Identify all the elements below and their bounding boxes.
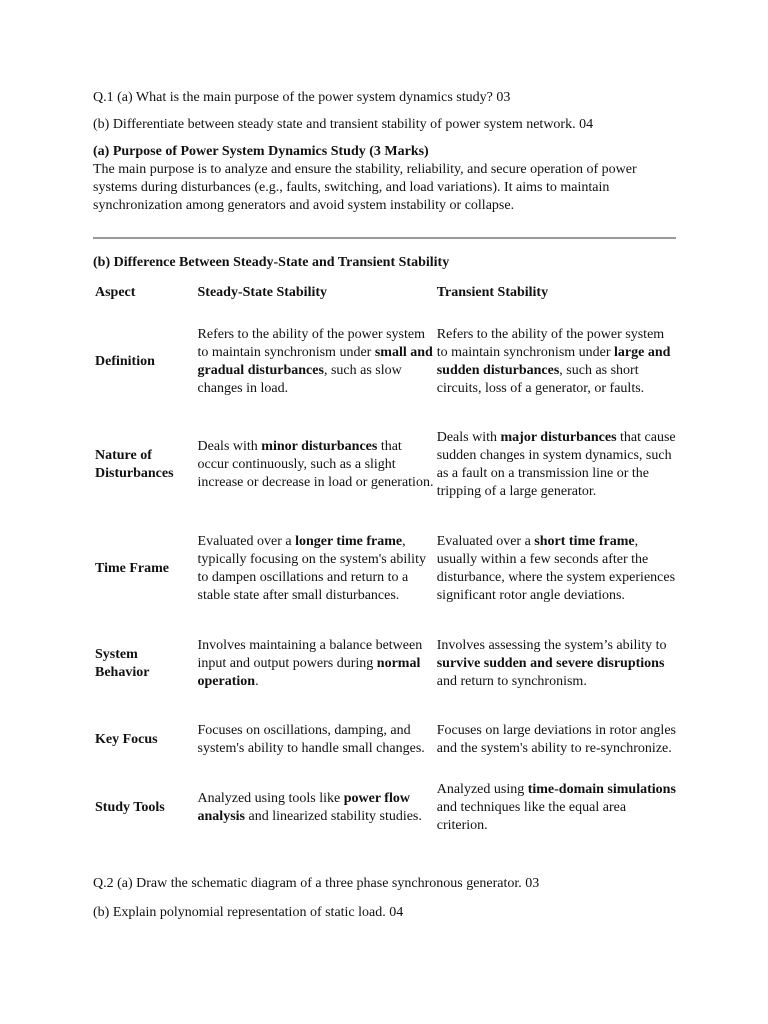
answer-b-heading: (b) Difference Between Steady-State and Transient Stability (93, 255, 450, 270)
question-1a: Q.1 (a) What is the main purpose of the power system dynamics study? 03 (93, 90, 511, 105)
transient-cell: Refers to the ability of the power system to maintain synchronism under large and sudden disturbances, such as short circuits, loss of a generator, or faults. (436, 326, 671, 396)
aspect-cell: System Behavior (95, 647, 150, 680)
aspect-cell: Key Focus (95, 732, 158, 747)
question-2a: Q.2 (a) Draw the schematic diagram of a three phase synchronous generator. 03 (93, 876, 540, 891)
table-row (93, 707, 678, 773)
steady-state-cell: Analyzed using tools like power flow analysis and linearized stability studies. (197, 791, 422, 824)
aspect-cell: Definition (95, 353, 155, 369)
answer-a-heading: (a) Purpose of Power System Dynamics Study (3 Marks) (93, 144, 429, 159)
steady-state-cell: Refers to the ability of the power system to maintain synchronism under small and gradual disturbances, such as slow changes in load. (197, 326, 433, 396)
answer-a-body: The main purpose is to analyze and ensure the stability, reliability, and secure operation of power systems during disturbances (e.g., faults, switching, and load variations). It aims to maintain synchronization among generators and avoid system instability or collapse. (93, 162, 637, 213)
transient-cell: Evaluated over a short time frame, usually within a few seconds after the disturbance, where the system experiences significant rotor angle deviations. (436, 534, 676, 603)
steady-state-cell: Involves maintaining a balance between input and output powers during normal operation. (197, 638, 423, 689)
table-row (93, 773, 678, 843)
transient-cell: Analyzed using time-domain simulations and techniques like the equal area criterion. (436, 782, 676, 833)
question-1b: (b) Differentiate between steady state and transient stability of power system network. 04 (93, 117, 594, 132)
comparison-table (93, 276, 678, 843)
header-steady-state: Steady-State Stability (197, 285, 328, 300)
horizontal-divider (93, 237, 676, 239)
steady-state-cell: Focuses on oscillations, damping, and system's ability to handle small changes. (197, 723, 425, 756)
table-header-row (93, 276, 678, 310)
header-transient: Transient Stability (436, 285, 549, 300)
aspect-cell: Nature of Disturbances (95, 448, 174, 481)
steady-state-cell: Deals with minor disturbances that occur continuously, such as a slight increase or decrease in load or generation. (197, 439, 434, 490)
table-row (93, 621, 678, 707)
transient-cell: Focuses on large deviations in rotor angles and the system's ability to re-synchronize. (436, 723, 676, 756)
table-row (93, 310, 678, 413)
question-2b: (b) Explain polynomial representation of static load. 04 (93, 905, 404, 920)
aspect-cell: Study Tools (95, 800, 165, 815)
transient-cell: Deals with major disturbances that cause sudden changes in system dynamics, such as a fault on a transmission line or the tripping of a large generator. (436, 430, 676, 499)
table-row (93, 517, 678, 621)
transient-cell: Involves assessing the system’s ability to survive sudden and severe disruptions and return to synchronism. (436, 638, 667, 689)
header-aspect: Aspect (95, 285, 136, 300)
table-row (93, 413, 678, 517)
aspect-cell: Time Frame (95, 561, 169, 576)
steady-state-cell: Evaluated over a longer time frame, typically focusing on the system's ability to dampen oscillations and return to a stable state after small disturbances. (197, 534, 426, 603)
